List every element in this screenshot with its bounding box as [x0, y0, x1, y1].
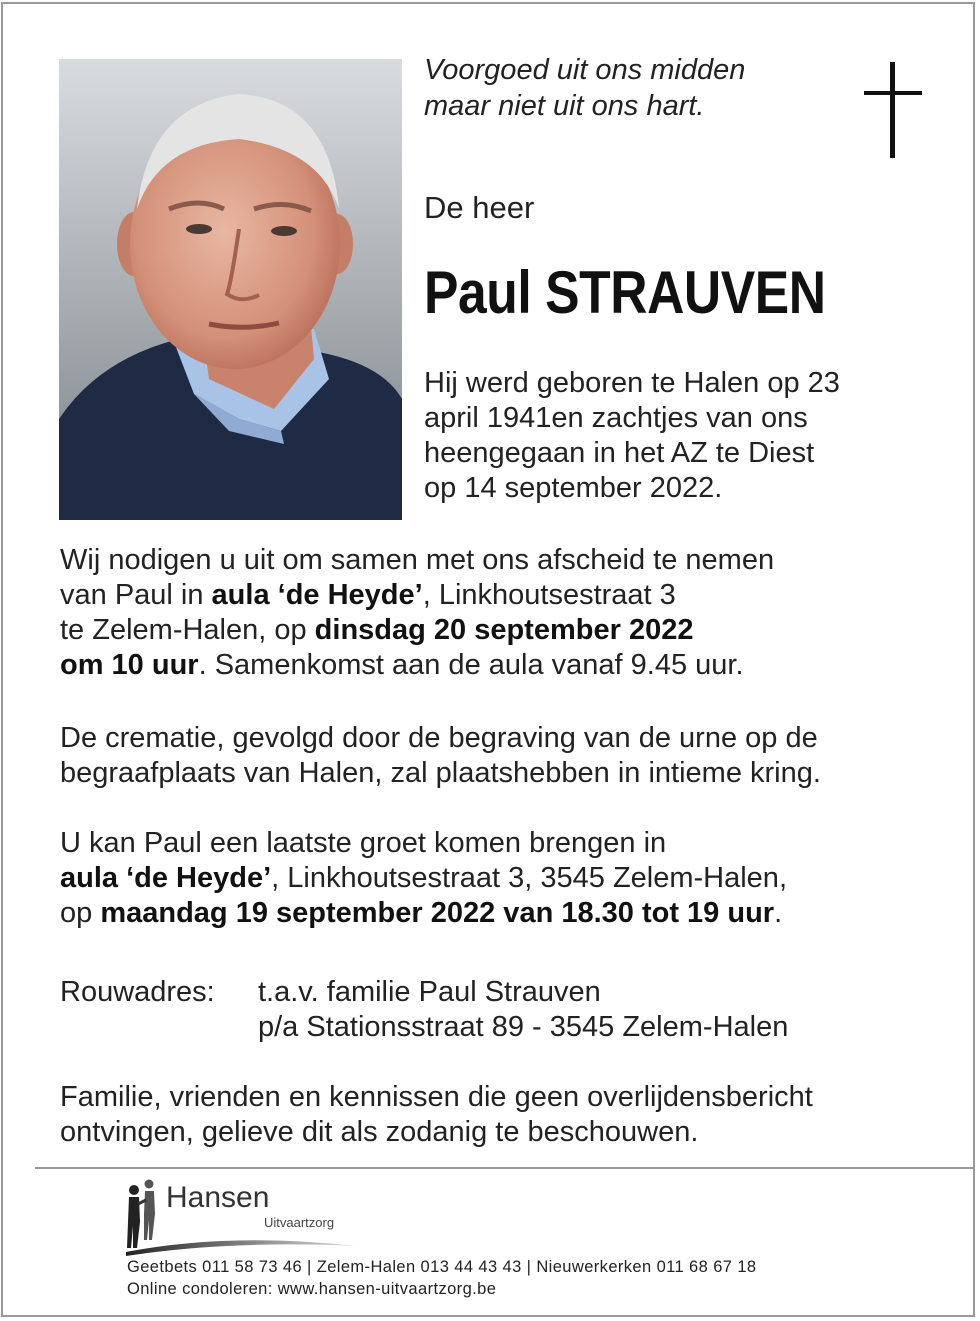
ceremony-time: om 10 uur — [60, 649, 199, 681]
text-span: , Linkhoutsestraat 3 — [422, 579, 676, 611]
funeral-home-name: Hansen — [166, 1181, 270, 1214]
ceremony-date: dinsdag 20 september 2022 — [314, 614, 694, 646]
closing-line-2: ontvingen, gelieve dit als zodanig te beschouwen. — [60, 1116, 699, 1148]
visitation-paragraph — [60, 826, 787, 931]
footer-divider — [35, 1167, 973, 1169]
cremation-line-1: De crematie, gevolgd door de begraving van de urne op de — [60, 722, 818, 754]
portrait-photo — [59, 59, 402, 520]
deceased-name: Paul STRAUVEN — [424, 259, 826, 326]
cremation-line-2: begraafplaats van Halen, zal plaatshebben in intieme kring. — [60, 757, 821, 789]
address-line-2: p/a Stationsstraat 89 - 3545 Zelem-Halen — [258, 1011, 789, 1043]
text-span: van Paul in — [60, 579, 212, 611]
visitation-line-1: U kan Paul een laatste groet komen brengen in — [60, 827, 667, 859]
birth-line-1: Hij werd geboren te Halen op 23 — [424, 367, 840, 399]
invitation-line-1: Wij nodigen u uit om samen met ons afscheid te nemen — [60, 544, 775, 576]
footer-phones: Geetbets 011 58 73 46 | Zelem-Halen 013 44 43 43 | Nieuwerkerken 011 68 67 18 — [127, 1258, 757, 1276]
visitation-line-2 — [60, 861, 787, 896]
invitation-line-4 — [60, 648, 774, 683]
venue-name: aula ‘de Heyde’ — [60, 862, 272, 894]
invitation-line-2 — [60, 578, 774, 613]
text-span: . — [774, 897, 783, 929]
text-span: , Linkhoutsestraat 3, 3545 Zelem-Halen, — [271, 862, 787, 894]
visitation-datetime: maandag 19 september 2022 van 18.30 tot 19 uur — [100, 897, 775, 929]
birth-line-2: april 1941en zachtjes van ons — [424, 402, 808, 434]
address-label: Rouwadres: — [60, 976, 215, 1008]
text-span: op — [60, 897, 101, 929]
footer-contacts — [127, 1256, 757, 1300]
honorific: De heer — [424, 190, 535, 225]
closing-paragraph — [60, 1080, 813, 1150]
birth-death-text — [424, 366, 904, 506]
invitation-paragraph — [60, 543, 774, 683]
address-line-1: t.a.v. familie Paul Strauven — [258, 976, 601, 1008]
venue-name: aula ‘de Heyde’ — [211, 579, 423, 611]
text-span: te Zelem-Halen, op — [60, 614, 315, 646]
visitation-line-3 — [60, 896, 787, 931]
memorial-quote — [424, 52, 745, 124]
birth-line-3: heengegaan in het AZ te Diest — [424, 437, 815, 469]
closing-line-1: Familie, vrienden en kennissen die geen overlijdensbericht — [60, 1081, 813, 1113]
invitation-line-3 — [60, 613, 774, 648]
cremation-paragraph — [60, 721, 821, 791]
text-span: . Samenkomst aan de aula vanaf 9.45 uur. — [198, 649, 744, 681]
funeral-home-subtitle: Uitvaartzorg — [264, 1215, 335, 1230]
quote-line-1: Voorgoed uit ons midden — [424, 54, 746, 86]
latin-cross-icon — [864, 62, 922, 158]
footer-online-condolences[interactable]: Online condoleren: www.hansen-uitvaartzorg.be — [127, 1280, 497, 1298]
quote-line-2: maar niet uit ons hart. — [424, 90, 705, 122]
birth-line-4: op 14 september 2022. — [424, 472, 723, 504]
